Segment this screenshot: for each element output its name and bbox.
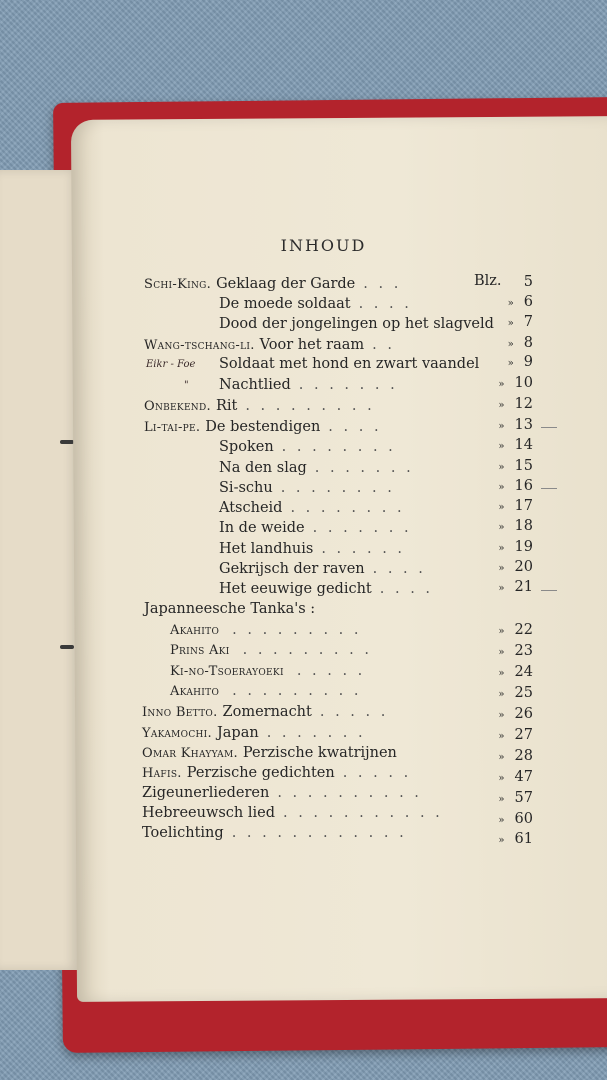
toc-entry: De moede soldaat . . . . bbox=[219, 296, 412, 312]
pencil-mark bbox=[541, 488, 557, 489]
toc-entry: Prins Aki . . . . . . . . . bbox=[170, 642, 372, 658]
toc-page-number: » 60 bbox=[498, 811, 533, 827]
pencil-mark bbox=[541, 590, 557, 591]
toc-entry: Soldaat met hond en zwart vaandel bbox=[219, 356, 480, 372]
toc-page-number: » 25 bbox=[498, 685, 533, 701]
toc-page-number: » 12 bbox=[498, 396, 533, 412]
toc-entry: Atscheid . . . . . . . . bbox=[219, 500, 405, 516]
toc-page-number: » 18 bbox=[498, 518, 533, 534]
toc-entry: Inno Betto. Zomernacht . . . . . bbox=[142, 704, 389, 720]
handwritten-note: Eikr - Foe bbox=[146, 359, 196, 370]
toc-page-number: » 10 bbox=[498, 375, 533, 391]
toc-entry: Akahito . . . . . . . . . bbox=[170, 683, 362, 699]
toc-page-number: » 8 bbox=[507, 335, 533, 351]
toc-entry: Dood der jongelingen op het slagveld bbox=[219, 316, 494, 332]
toc-entry: Na den slag . . . . . . . bbox=[219, 460, 414, 476]
toc-page-number: » 26 bbox=[498, 706, 533, 722]
toc-page-number: » 20 bbox=[498, 559, 533, 575]
toc-page-number: » 61 bbox=[498, 831, 533, 847]
toc-page-number: » 19 bbox=[498, 539, 533, 555]
binding-stitch bbox=[60, 440, 74, 444]
toc-entry: Schi-King. Geklaag der Garde . . . bbox=[144, 276, 402, 292]
toc-entry: In de weide . . . . . . . bbox=[219, 520, 412, 536]
toc-page-number: » 57 bbox=[498, 790, 533, 806]
toc-page-number: » 6 bbox=[507, 294, 533, 310]
toc-page-number: » 16 bbox=[498, 478, 533, 494]
binding-stitch bbox=[60, 645, 74, 649]
toc-page-number: » 9 bbox=[507, 354, 533, 370]
toc-page-number: » 7 bbox=[507, 314, 533, 330]
toc-entry: Yakamochi. Japan . . . . . . . bbox=[142, 725, 366, 741]
toc-page-number: » 23 bbox=[498, 643, 533, 659]
toc-page-number: » 22 bbox=[498, 622, 533, 638]
toc-entry: Toelichting . . . . . . . . . . . . bbox=[142, 825, 407, 841]
toc-entry: Nachtlied . . . . . . . bbox=[219, 377, 398, 393]
toc-page-number: » 24 bbox=[498, 664, 533, 680]
toc-entry: Hebreeuwsch lied . . . . . . . . . . . bbox=[142, 805, 443, 821]
pencil-mark bbox=[541, 427, 557, 428]
toc-entry: Ki-no-Tsoerayoeki . . . . . bbox=[170, 663, 366, 679]
toc-entry: Hafis. Perzische gedichten . . . . . bbox=[142, 765, 412, 781]
toc-entry: Si-schu . . . . . . . . bbox=[219, 480, 395, 496]
toc-page-number: » 15 bbox=[498, 458, 533, 474]
toc-entry: Akahito . . . . . . . . . bbox=[170, 622, 362, 638]
toc-entry: Onbekend. Rit . . . . . . . . . bbox=[144, 398, 375, 414]
toc-entry: Omar Khayyam. Perzische kwatrijnen bbox=[142, 745, 397, 761]
toc-page-number: » 28 bbox=[498, 748, 533, 764]
toc-entry: Li-tai-pe. De bestendigen . . . . bbox=[144, 419, 382, 435]
page-title: INHOUD bbox=[280, 236, 367, 255]
left-page bbox=[0, 170, 80, 970]
toc-page-number: » 47 bbox=[498, 769, 533, 785]
toc-entry: Gekrijsch der raven . . . . bbox=[219, 561, 426, 577]
page-column-label: Blz. bbox=[474, 273, 502, 289]
toc-page-number: » 27 bbox=[498, 727, 533, 743]
toc-page-number: 5 bbox=[523, 274, 533, 290]
toc-entry: Het eeuwige gedicht . . . . bbox=[219, 581, 434, 597]
toc-page-number: » 14 bbox=[498, 437, 533, 453]
toc-entry: Wang-tschang-li. Voor het raam . . bbox=[144, 337, 395, 353]
toc-entry: Japanneesche Tanka's : bbox=[144, 601, 316, 617]
handwritten-ditto: " bbox=[184, 380, 189, 391]
toc-page-number: » 17 bbox=[498, 498, 533, 514]
toc-entry: Zigeunerliederen . . . . . . . . . . bbox=[142, 785, 422, 801]
toc-page-number: » 13 bbox=[498, 417, 533, 433]
toc-entry: Spoken . . . . . . . . bbox=[219, 439, 396, 455]
toc-page-number: » 21 bbox=[498, 579, 533, 595]
toc-entry: Het landhuis . . . . . . bbox=[219, 541, 406, 557]
